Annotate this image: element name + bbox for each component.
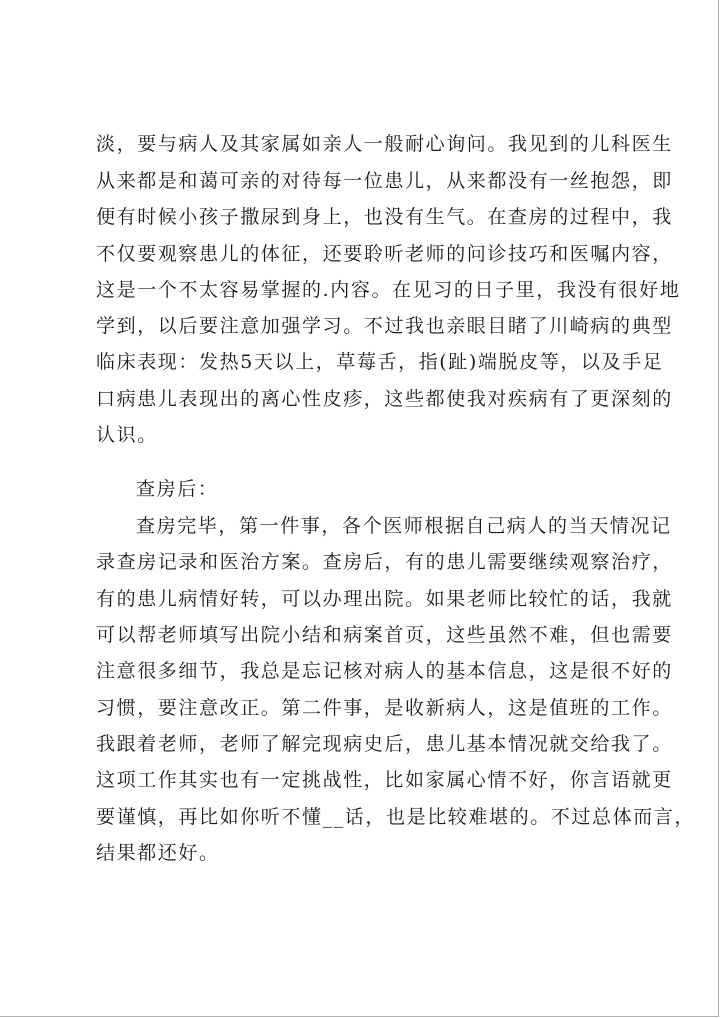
text-line: 从来都是和蔼可亲的对待每一位患儿，从来都没有一丝抱怨，即 <box>96 170 673 192</box>
text-line: 口病患儿表现出的离心性皮疹，这些都使我对疾病有了更深刻的 <box>96 388 673 410</box>
text-line: 可以帮老师填写出院小结和病案首页，这些虽然不难，但也需要 <box>96 624 673 646</box>
text-line: 查房完毕，第一件事，各个医师根据自己病人的当天情况记 <box>136 515 672 537</box>
text-line: 不仅要观察患儿的体征，还要聆听老师的问诊技巧和医嘱内容， <box>96 243 673 265</box>
text-line: 这项工作其实也有一定挑战性，比如家属心情不好，你言语就更 <box>96 769 673 791</box>
text-line: 有的患儿病情好转，可以办理出院。如果老师比较忙的话，我就 <box>96 588 673 610</box>
text-line: 认识。 <box>96 424 158 446</box>
text-line: 要谨慎，再比如你听不懂__话，也是比较难堪的。不过总体而言， <box>96 806 696 828</box>
text-line: 这是一个不太容易掌握的.内容。在见习的日子里，我没有很好地 <box>96 279 681 301</box>
text-line: 临床表现：发热5天以上，草莓舌，指(趾)端脱皮等，以及手足 <box>96 351 664 373</box>
text-line: 录查房记录和医治方案。查房后，有的患儿需要继续观察治疗， <box>96 551 673 573</box>
text-line: 注意很多细节，我总是忘记核对病人的基本信息，这是很不好的 <box>96 660 673 682</box>
section-heading: 查房后： <box>136 478 219 500</box>
text-line: 我跟着老师，老师了解完现病史后，患儿基本情况就交给我了。 <box>96 733 673 755</box>
text-line: 结果都还好。 <box>96 842 220 864</box>
text-line: 学到，以后要注意加强学习。不过我也亲眼目睹了川崎病的典型 <box>96 315 673 337</box>
text-line: 淡，要与病人及其家属如亲人一般耐心询问。我见到的儿科医生 <box>96 133 673 155</box>
text-line: 习惯，要注意改正。第二件事，是收新病人，这是值班的工作。 <box>96 697 673 719</box>
text-line: 便有时候小孩子撒尿到身上，也没有生气。在查房的过程中，我 <box>96 206 673 228</box>
